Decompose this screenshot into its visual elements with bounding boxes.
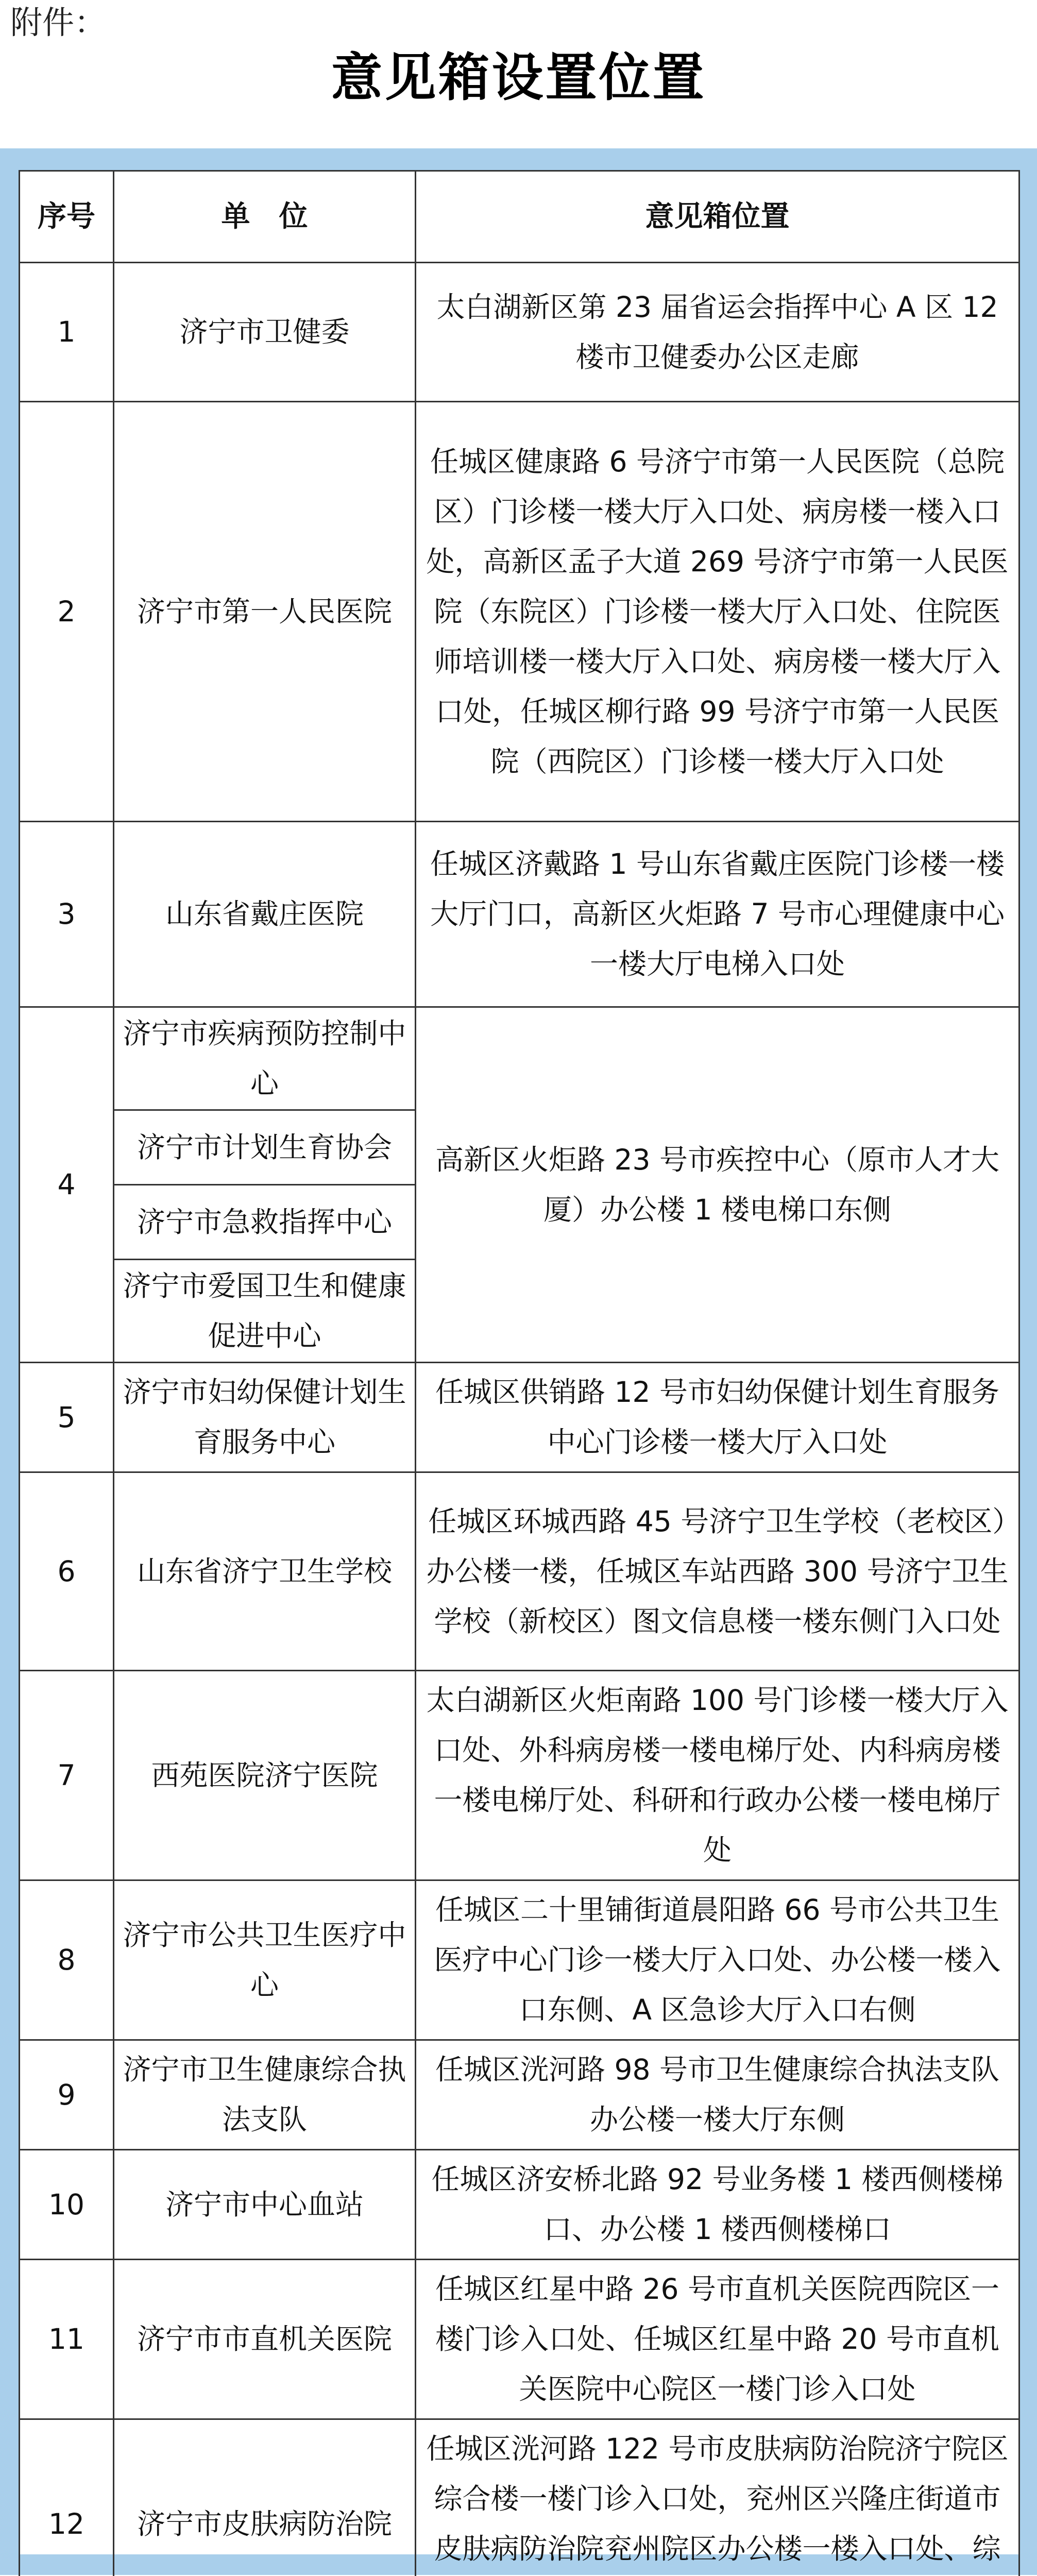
row-number: 6 [20,1472,114,1671]
row-location: 太白湖新区火炬南路 100 号门诊楼一楼大厅入口处、外科病房楼一楼电梯厅处、内科病房楼一楼电梯厅处、科研和行政办公楼一楼电梯厅处 [416,1671,1019,1880]
row-location: 任城区洸河路 122 号市皮肤病防治院济宁院区综合楼一楼门诊入口处，兖州区兴隆庄街道市皮肤病防治院兖州院区办公楼一楼入口处、综 [416,2419,1019,2576]
row-number: 10 [20,2150,114,2260]
row-number: 8 [20,1880,114,2040]
table-row [20,2040,1019,2150]
table-row [20,402,1019,822]
row-number: 3 [20,822,114,1007]
row-unit: 济宁市卫健委 [114,263,416,402]
row-unit: 济宁市疾病预防控制中心 [114,1007,416,1110]
header-number: 序号 [20,171,114,263]
attachment-label: 附件： [10,2,106,43]
row-unit: 济宁市卫生健康综合执法支队 [114,2040,416,2150]
table-row [20,1880,1019,2040]
table-row [20,2150,1019,2260]
page-title: 意见箱设置位置 [0,36,1037,118]
row-number: 12 [20,2419,114,2576]
row-unit: 济宁市急救指挥中心 [114,1185,416,1260]
row-location: 任城区健康路 6 号济宁市第一人民医院（总院区）门诊楼一楼大厅入口处、病房楼一楼入口处，高新区孟子大道 269 号济宁市第一人民医院（东院区）门诊楼一楼大厅入口处、住院医师培训楼一楼大厅入口处、病房楼一楼大厅入口处，任城区柳行路 99 号济宁市第一人民医院（西院区）门诊楼一楼大厅入口处 [416,402,1019,822]
row-unit: 济宁市公共卫生医疗中心 [114,1880,416,2040]
row-unit: 济宁市第一人民医院 [114,402,416,822]
row-number: 7 [20,1671,114,1880]
row-location: 任城区红星中路 26 号市直机关医院西院区一楼门诊入口处、任城区红星中路 20 号市直机关医院中心院区一楼门诊入口处 [416,2260,1019,2419]
row-location: 任城区洸河路 98 号市卫生健康综合执法支队办公楼一楼大厅东侧 [416,2040,1019,2150]
row-number: 5 [20,1363,114,1472]
table-row [20,2419,1019,2576]
row-unit: 济宁市爱国卫生和健康促进中心 [114,1260,416,1363]
row-unit: 济宁市妇幼保健计划生育服务中心 [114,1363,416,1472]
row-location: 高新区火炬路 23 号市疾控中心（原市人才大厦）办公楼 1 楼电梯口东侧 [416,1007,1019,1363]
table-row [20,1472,1019,1671]
row-location: 任城区供销路 12 号市妇幼保健计划生育服务中心门诊楼一楼大厅入口处 [416,1363,1019,1472]
table-row [20,1671,1019,1880]
header-unit: 单 位 [114,171,416,263]
row-unit: 济宁市皮肤病防治院 [114,2419,416,2576]
table-row [20,1007,1019,1110]
row-number: 2 [20,402,114,822]
header-location: 意见箱位置 [416,171,1019,263]
row-location: 太白湖新区第 23 届省运会指挥中心 A 区 12 楼市卫健委办公区走廊 [416,263,1019,402]
row-location: 任城区环城西路 45 号济宁卫生学校（老校区）办公楼一楼，任城区车站西路 300 号济宁卫生学校（新校区）图文信息楼一楼东侧门入口处 [416,1472,1019,1671]
row-unit: 西苑医院济宁医院 [114,1671,416,1880]
row-number: 1 [20,263,114,402]
row-location: 任城区二十里铺街道晨阳路 66 号市公共卫生医疗中心门诊一楼大厅入口处、办公楼一楼入口东侧、A 区急诊大厅入口右侧 [416,1880,1019,2040]
table-row [20,822,1019,1007]
row-unit: 山东省戴庄医院 [114,822,416,1007]
row-unit: 济宁市中心血站 [114,2150,416,2260]
row-location: 任城区济安桥北路 92 号业务楼 1 楼西侧楼梯口、办公楼 1 楼西侧楼梯口 [416,2150,1019,2260]
row-number: 4 [20,1007,114,1363]
row-unit: 山东省济宁卫生学校 [114,1472,416,1671]
row-number: 11 [20,2260,114,2419]
row-location: 任城区济戴路 1 号山东省戴庄医院门诊楼一楼大厅门口，高新区火炬路 7 号市心理健康中心一楼大厅电梯入口处 [416,822,1019,1007]
table-row [20,2260,1019,2419]
table-header-row [20,171,1019,263]
row-number: 9 [20,2040,114,2150]
suggestion-box-table [19,170,1020,2576]
table-row [20,263,1019,402]
table-row [20,1363,1019,1472]
row-unit: 济宁市计划生育协会 [114,1110,416,1185]
row-unit: 济宁市市直机关医院 [114,2260,416,2419]
